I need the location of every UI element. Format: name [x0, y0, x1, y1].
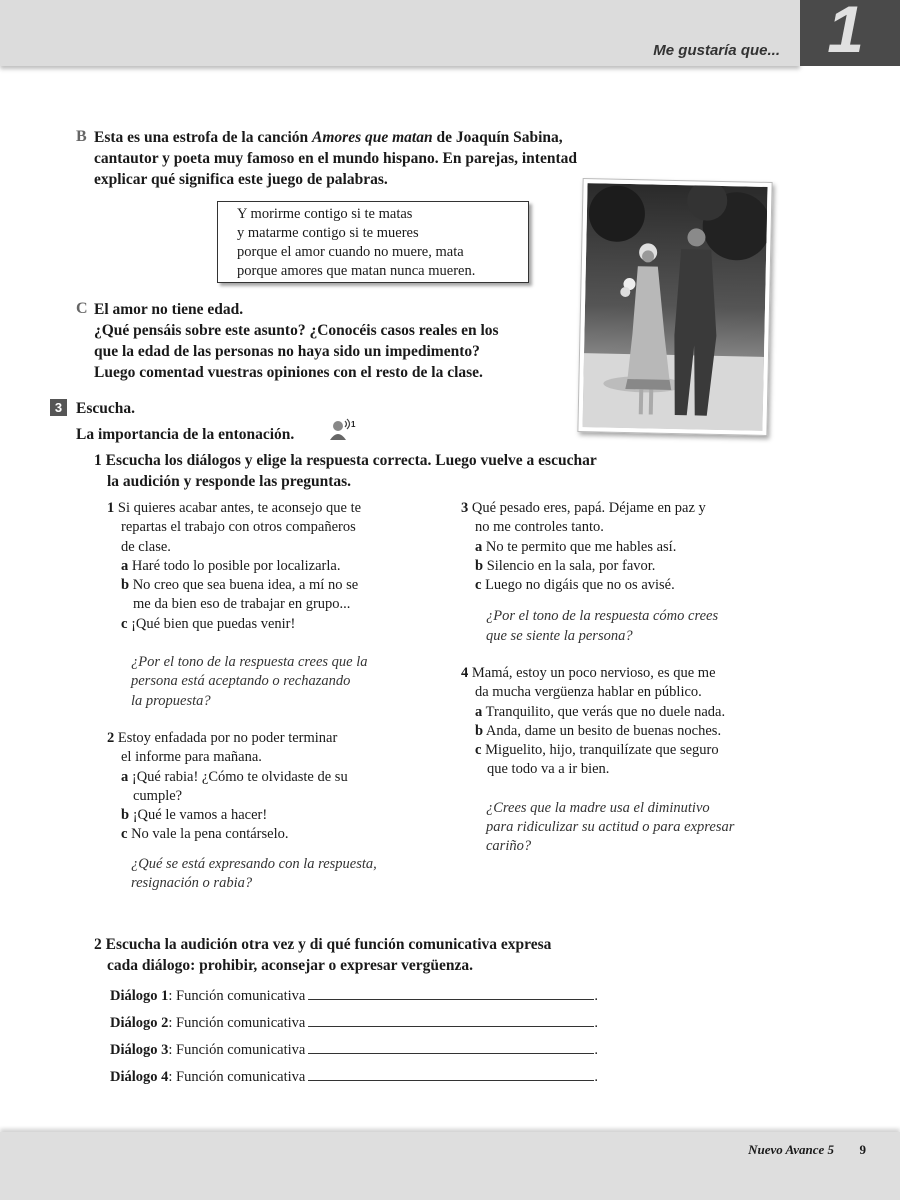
- option-c: c Luego no digáis que no os avisé.: [475, 577, 675, 594]
- poem-line: porque amores que matan nunca mueren.: [237, 263, 476, 279]
- footer-book-title: Nuevo Avance 5: [748, 1142, 834, 1157]
- couple-photo-image: [582, 183, 767, 431]
- answer-field-2[interactable]: [308, 1014, 594, 1027]
- unit-number: 1: [827, 0, 864, 66]
- dialog-3: 3 Qué pesado eres, papá. Déjame en paz y no me controles tanto. a No te permito que me hables así. b Silencio en la sala, por favor. c Luego no digáis que no os avisé. ¿Por el tono de la respuesta cómo crees que se siente la persona?: [461, 499, 791, 646]
- task-2-instructions: 2 Escucha la audición otra vez y di qué función comunicativa expresa cada diálogo: prohibir, aconsejar o expresar vergüenza.: [94, 936, 552, 974]
- section-3-subtitle: La importancia de la entonación.: [76, 426, 295, 443]
- dialog-1-question: ¿Por el tono de la respuesta crees que la persona está aceptando o rechazando la propuesta?: [131, 654, 368, 709]
- couple-photo: [577, 178, 772, 436]
- option-b: b Anda, dame un besito de buenas noches.: [475, 722, 722, 739]
- option-a: a Tranquilito, que verás que no duele nada.: [475, 703, 726, 720]
- footer-bar: [0, 1132, 900, 1200]
- header-title: Me gustaría que...: [653, 42, 780, 59]
- section-c-letter: C: [76, 300, 88, 317]
- header-bar: [0, 0, 800, 66]
- answer-row-3: Diálogo 3: Función comunicativa .: [110, 1042, 598, 1058]
- dialog-3-question: ¿Por el tono de la respuesta cómo crees que se siente la persona?: [486, 608, 719, 644]
- poem-line: porque el amor cuando no muere, mata: [237, 244, 464, 260]
- answer-field-3[interactable]: [308, 1041, 594, 1054]
- section-b-letter: B: [76, 128, 87, 145]
- dialog-4-question: ¿Crees que la madre usa el diminutivo para ridiculizar su actitud o para expresar cariño?: [486, 799, 735, 855]
- dialog-1: 1 Si quieres acabar antes, te aconsejo que te repartas el trabajo con otros compañeros de clase. a Haré todo lo posible por localizarla. b No creo que sea buena idea, a mí no se me da bien eso de trabajar en grupo... c ¡Qué bien que puedas venir! ¿Por el tono de la respuesta crees que la persona está aceptando o rechazando la propuesta?: [107, 499, 437, 711]
- page-number: 9: [859, 1142, 866, 1157]
- song-title: Amores que matan: [312, 129, 433, 146]
- section-3-title: Escucha.: [76, 400, 135, 417]
- option-b: b ¡Qué le vamos a hacer!: [121, 807, 268, 824]
- dialog-2: 2 Estoy enfadada por no poder terminar el informe para mañana. a ¡Qué rabia! ¿Cómo te olvidaste de su cumple? b ¡Qué le vamos a hacer! c No vale la pena contárselo. ¿Qué se está expresando con la respuesta, resignación o rabia?: [107, 729, 437, 893]
- poem-box: [217, 201, 529, 283]
- answer-field-1[interactable]: [308, 987, 594, 1000]
- dialog-4: 4 Mamá, estoy un poco nervioso, es que me da mucha vergüenza hablar en público. a Tranquilito, que verás que no duele nada. b Anda, dame un besito de buenas noches. c Miguelito, hijo, tranquilízate que seguro que todo va a ir bien. ¿Crees que la madre usa el diminutivo para ridiculizar su actitud o para expresar cariño?: [461, 664, 801, 857]
- dialog-2-question: ¿Qué se está expresando con la respuesta, resignación o rabia?: [131, 855, 377, 892]
- option-a: a Haré todo lo posible por localizarla.: [121, 557, 341, 574]
- option-b: b No creo que sea buena idea, a mí no se: [121, 577, 359, 594]
- section-c-instructions: El amor no tiene edad. ¿Qué pensáis sobre este asunto? ¿Conocéis casos reales en los que la edad de las personas no haya sido un impedimento? Luego comentad vuestras opiniones con el resto de la clase.: [94, 301, 499, 381]
- svg-text:1: 1: [351, 420, 356, 429]
- answer-row-4: Diálogo 4: Función comunicativa .: [110, 1069, 598, 1085]
- unit-badge: [800, 0, 900, 66]
- poem-line: y matarme contigo si te mueres: [237, 225, 419, 241]
- option-a: a No te permito que me hables así.: [475, 538, 677, 555]
- audio-track-icon[interactable]: [328, 418, 358, 442]
- option-c: c No vale la pena contárselo.: [121, 826, 289, 843]
- answer-row-2: Diálogo 2: Función comunicativa .: [110, 1015, 598, 1031]
- section-3-number: 3: [50, 399, 67, 416]
- answer-row-1: Diálogo 1: Función comunicativa .: [110, 988, 598, 1004]
- option-a: a ¡Qué rabia! ¿Cómo te olvidaste de su: [121, 768, 348, 785]
- poem-line: Y morirme contigo si te matas: [237, 206, 413, 222]
- option-c: c Miguelito, hijo, tranquilízate que seguro: [475, 742, 719, 759]
- section-b-instructions: Esta es una estrofa de la canción Amores que matan de Joaquín Sabina, cantautor y poeta muy famoso en el mundo hispano. En parejas, intentad explicar qué significa este juego de palabras.: [94, 129, 577, 188]
- option-b: b Silencio en la sala, por favor.: [475, 557, 656, 574]
- task-1-instructions: 1 Escucha los diálogos y elige la respuesta correcta. Luego vuelve a escuchar la audición y responde las preguntas.: [94, 452, 597, 490]
- option-c: c ¡Qué bien que puedas venir!: [121, 615, 296, 632]
- answer-field-4[interactable]: [308, 1068, 594, 1081]
